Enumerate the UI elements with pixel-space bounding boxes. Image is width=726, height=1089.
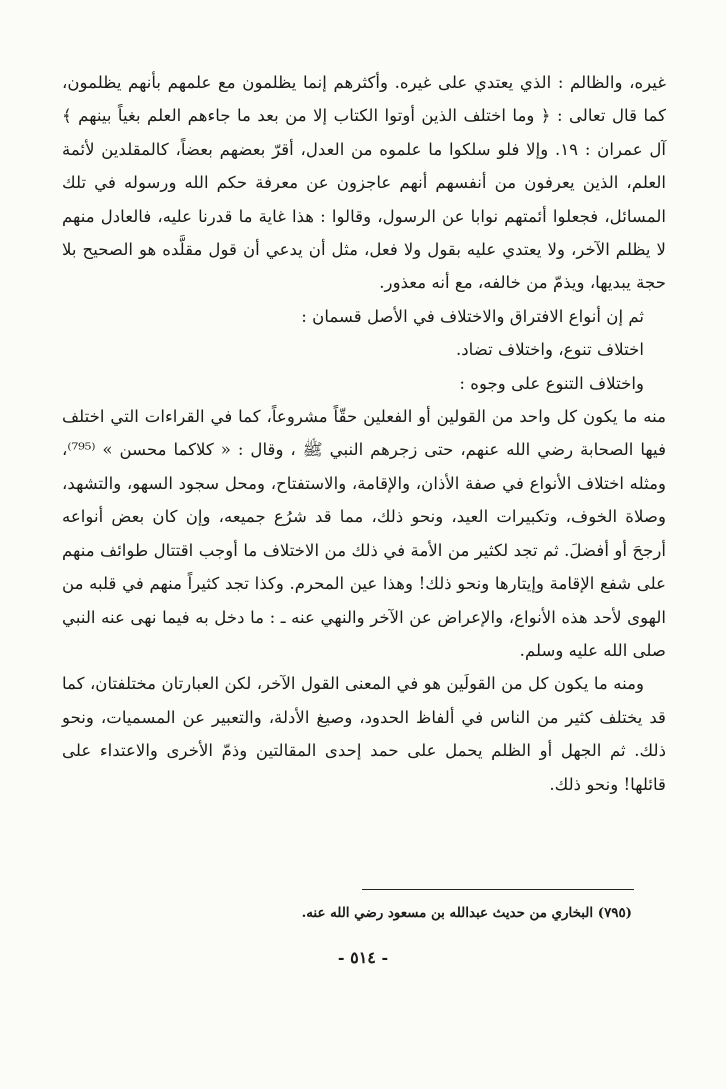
footnote: (٧٩٥) البخاري من حديث عبدالله بن مسعود رضي الله عنه. bbox=[301, 905, 632, 921]
page-number: - ٥١٤ - bbox=[337, 948, 389, 967]
paragraph-6: ومنه ما يكون كل من القولَين هو في المعنى القول الآخر، لكن العبارتان مختلفتان، كما قد يختلف كثير من الناس في ألفاظ الحدود، وصيغ الأدلة، والتعبير عن المسميات، ونحو ذلك. ثم الجهل أو الظلم يحمل على حمد إحدى المقالتين وذمّ الأخرى والاعتداء على قائلها! ونحو ذلك. bbox=[62, 674, 666, 794]
paragraph-3: اختلاف تنوع، واختلاف تضاد. bbox=[456, 340, 644, 360]
footnote-divider bbox=[362, 889, 634, 890]
paragraph-1: غيره، والظالم : الذي يعتدي على غيره. وأكثرهم إنما يظلمون مع علمهم بأنهم يظلمون، كما قال تعالى : ﴿ وما اختلف الذين أوتوا الكتاب إلا من بعد ما جاءهم العلم بغياً بينهم ﴾ آل عمران : ١٩. وإلا فلو سلكوا ما علموه من العدل، أقرّ بعضهم بعضاً، كالمقلدين لأئمة العلم، الذين يعرفون من أنفسهم أنهم عاجزون عن معرفة حكم الله ورسوله في تلك المسائل، فجعلوا أئمتهم نوابا عن الرسول، وقالوا : هذا غاية ما قدرنا عليه، فالعادل منهم لا يظلم الآخر، ولا يعتدي عليه بقول ولا فعل، مثل أن يدعي أن قول مقلَّده هو الصحيح بلا حجة يبديها، ويذمّ من خالفه، مع أنه معذور. bbox=[62, 73, 666, 293]
paragraph-2: ثم إن أنواع الافتراق والاختلاف في الأصل قسمان : bbox=[301, 306, 644, 326]
page-body bbox=[62, 66, 666, 801]
main-text bbox=[62, 66, 666, 801]
paragraph-5: منه ما يكون كل واحد من القولين أو الفعلين حقّاً مشروعاً، كما في القراءات التي اختلف فيها الصحابة رضي الله عنهم، حتى زجرهم النبي ﷺ ، وقال : « كلاكما محسن » ⁽⁷⁹⁵⁾، ومثله اختلاف الأنواع في صفة الأذان، والإقامة، والاستفتاح، ومحل سجود السهو، والتشهد، وصلاة الخوف، وتكبيرات العيد، ونحو ذلك، مما قد شرُع جميعه، وإن كان بعض أنواعه أرجحَ أو أفضلَ. ثم تجد لكثير من الأمة في ذلك من الاختلاف ما أوجب اقتتال طوائف منهم على شفع الإقامة وإيتارها ونحو ذلك! وهذا عين المحرم. وكذا تجد كثيراً منهم في قلبه من الهوى لأحد هذه الأنواع، والإعراض عن الآخر والنهي عنه ـ : ما دخل به فيما نهى عنه النبي صلى الله عليه وسلم. bbox=[62, 407, 666, 660]
paragraph-4: واختلاف التنوع على وجوه : bbox=[459, 373, 644, 393]
